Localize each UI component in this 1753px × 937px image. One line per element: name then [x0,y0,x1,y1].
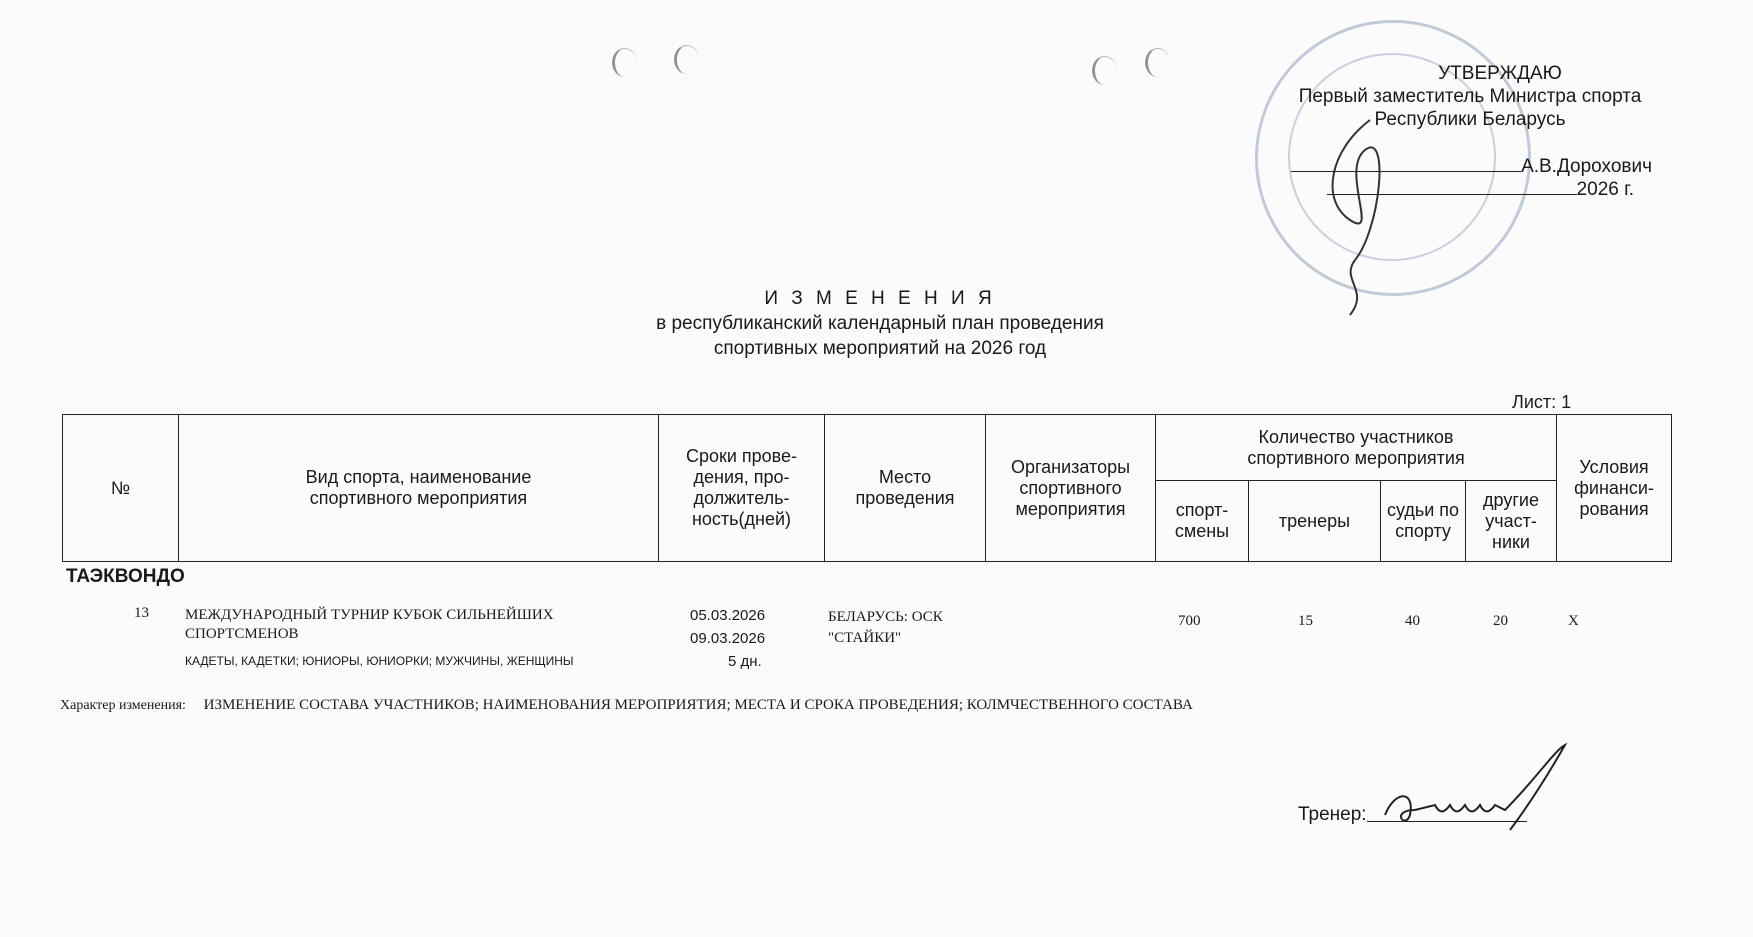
entry-date-start: 05.03.2026 [690,607,766,624]
header-place: Место проведения [825,415,986,562]
header-others: другие участ-ники [1466,481,1557,562]
entry-name-2: СПОРТСМЕНОВ [185,626,299,642]
header-judges: судьи по спорту [1381,481,1466,562]
sport-heading: ТАЭКВОНДО [66,566,185,587]
approval-signatory: А.В.Дорохович [1521,156,1652,177]
entry-others: 20 [1493,613,1508,629]
approval-heading: УТВЕРЖДАЮ [1438,63,1562,84]
approval-position: Первый заместитель Министра спорта [1298,86,1642,107]
header-dates: Сроки прове-дения, про-должитель-ность(дней) [659,415,825,562]
document-title [480,286,1280,361]
approval-position-2: Республики Беларусь [1374,109,1566,130]
header-organizers: Организаторы спортивного мероприятия [986,415,1156,562]
approval-block [1270,62,1670,201]
sheet-number: Лист: 1 [1512,392,1572,412]
trainer-label: Тренер: [1298,804,1367,825]
header-sport-name: Вид спорта, наименование спортивного мероприятия [179,415,659,562]
entry-name-1: МЕЖДУНАРОДНЫЙ ТУРНИР КУБОК СИЛЬНЕЙШИХ [185,607,554,623]
change-label: Характер изменения: [60,698,186,713]
entry-athletes: 700 [1178,613,1201,629]
entry-num: 13 [134,605,149,621]
change-description [60,697,1193,714]
punch-hole [1092,56,1117,85]
change-text: ИЗМЕНЕНИЕ СОСТАВА УЧАСТНИКОВ; НАИМЕНОВАНИЯ МЕРОПРИЯТИЯ; МЕСТА И СРОКА ПРОВЕДЕНИЯ; КОЛМЧЕСТВЕННОГО СОСТАВА [203,697,1193,713]
title-line2: в республиканский календарный план проведения [656,313,1104,334]
entry-date-end: 09.03.2026 [690,630,766,647]
punch-hole [612,48,637,77]
entry-categories: КАДЕТЫ, КАДЕТКИ; ЮНИОРЫ, ЮНИОРКИ; МУЖЧИНЫ, ЖЕНЩИНЫ [185,654,574,668]
entry-judges: 40 [1405,613,1420,629]
header-athletes: спорт-смены [1156,481,1249,562]
punch-hole [1145,48,1170,77]
title-line3: спортивных мероприятий на 2026 год [713,338,1047,359]
approval-date: 2026 г. [1576,179,1634,200]
header-participants: Количество участников спортивного мероприятия [1156,415,1557,481]
header-num: № [63,415,179,562]
entry-duration: 5 дн. [728,653,762,670]
entry-financing: Х [1568,613,1579,629]
plan-table-header [62,414,1672,562]
entry-place-2: "СТАЙКИ" [828,630,902,646]
entry-place-1: БЕЛАРУСЬ: ОСК [828,609,943,625]
header-coaches: тренеры [1249,481,1381,562]
title-main: И З М Е Н Е Н И Я [764,288,996,309]
entry-coaches: 15 [1298,613,1313,629]
header-financing: Условия финанси-рования [1557,415,1672,562]
punch-hole [674,45,699,74]
trainer-signature [1375,740,1575,840]
